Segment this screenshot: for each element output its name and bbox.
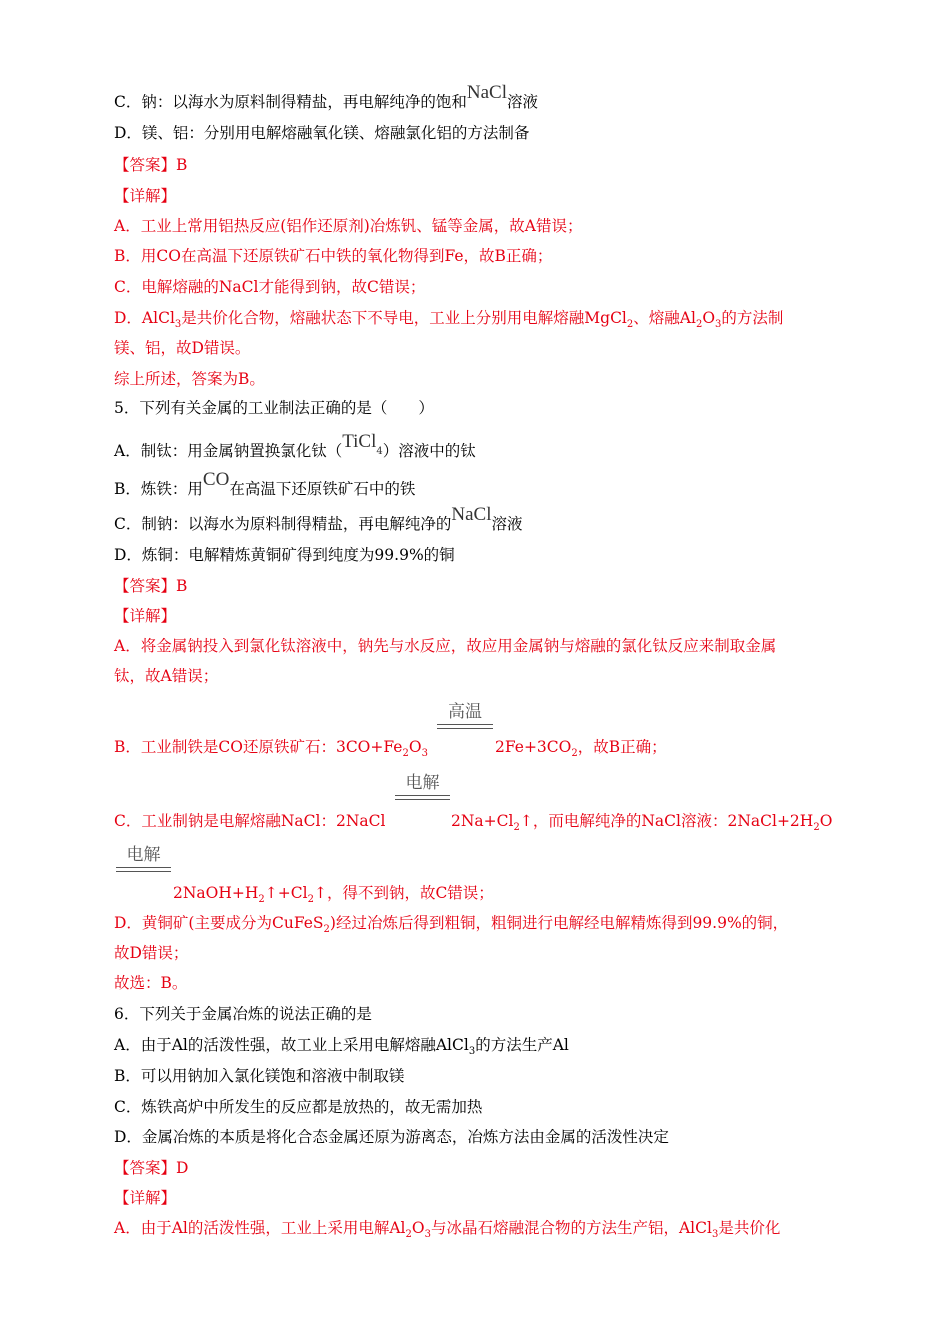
q5-option-d: D．炼铜：电解精炼黄铜矿得到纯度为99.9%的铜 — [114, 546, 455, 564]
q4-option-d: D．镁、铝：分别用电解熔融氧化镁、熔融氯化铝的方法制备 — [114, 124, 530, 142]
q6-option-d: D．金属冶炼的本质是将化合态金属还原为游离态，冶炼方法由金属的活泼性决定 — [114, 1128, 669, 1146]
q5-explain-c-products: $2Na+Cl_2↑$，而电解纯净的NaCl溶液：$2NaCl+2H_2O$ — [451, 812, 833, 834]
q6-option-b: B．可以用钠加入氯化镁饱和溶液中制取镁 — [114, 1067, 405, 1085]
q4-option-c: C．钠：以海水为原料制得精盐，再电解纯净的饱和NaCl溶液 — [114, 82, 538, 111]
q5-option-b: B．炼铁：用CO在高温下还原铁矿石中的铁 — [114, 469, 416, 498]
q5-explain-d: D．黄铜矿(主要成分为CuFeS$_2$)经过冶炼后得到粗铜，粗铜进行电解经电解精炼得到99.9%的铜， — [114, 914, 789, 936]
q5-option-a: A．制钛：用金属钠置换氯化钛（TiCl$_4$）溶液中的钛 — [114, 431, 476, 460]
q4-explain-d-cont: 镁、铝，故D错误。 — [114, 339, 251, 357]
q6-stem: 6．下列关于金属冶炼的说法正确的是 — [114, 1005, 372, 1023]
q5-detail-heading: 【详解】 — [114, 607, 177, 625]
q6-detail-heading: 【详解】 — [114, 1189, 177, 1207]
q5-answer: 【答案】B — [114, 577, 188, 595]
q5-stem: 5．下列有关金属的工业制法正确的是（ ） — [114, 399, 434, 417]
q5-explain-a-cont: 钛，故A错误； — [114, 667, 219, 685]
q6-answer: 【答案】D — [114, 1159, 189, 1177]
q4-explain-d: D．AlCl$_3$是共价化合物，熔融状态下不导电，工业上分别用电解熔融MgCl$_2$、熔融$Al_2O_3$的方法制 — [114, 309, 784, 331]
q4-detail-heading: 【详解】 — [114, 187, 177, 205]
q6-option-c: C．炼铁高炉中所发生的反应都是放热的，故无需加热 — [114, 1098, 483, 1116]
q4-explain-a: A．工业上常用铝热反应(铝作还原剂)冶炼钒、锰等金属，故A错误； — [114, 217, 583, 235]
q5-summary: 故选：B。 — [114, 974, 188, 992]
q5-explain-d-cont: 故D错误； — [114, 944, 189, 962]
q5-explain-a: A．将金属钠投入到氯化钛溶液中，钠先与水反应，故应用金属钠与熔融的氯化钛反应来制取金属 — [114, 637, 777, 655]
q5-explain-c: C．工业制钠是电解熔融NaCl：2NaCl — [114, 812, 386, 830]
reaction-condition-high-temp: 高温 — [437, 697, 493, 729]
q4-summary: 综上所述，答案为B。 — [114, 370, 265, 388]
q4-answer: 【答案】B — [114, 156, 188, 174]
q6-option-a: A．由于Al的活泼性强，故工业上采用电解熔融AlCl$_3$的方法生产Al — [114, 1036, 569, 1058]
q5-explain-b: B．工业制铁是CO还原铁矿石：$3CO+Fe_2O_3$ — [114, 738, 428, 760]
reaction-condition-electrolysis: 电解 — [395, 768, 450, 800]
q6-explain-a: A．由于Al的活泼性强，工业上采用电解$Al_2O_3$与冰晶石熔融混合物的方法生产铝，AlCl$_3$是共价化 — [114, 1219, 781, 1241]
q4-explain-c: C．电解熔融的NaCl才能得到钠，故C错误； — [114, 278, 426, 296]
q5-explain-c-cont: $2NaOH+H_2↑+Cl_2↑$，得不到钠，故C错误； — [173, 884, 494, 906]
q4-explain-b: B．用CO在高温下还原铁矿石中铁的氧化物得到Fe，故B正确； — [114, 247, 553, 265]
q5-explain-b-products: $2Fe+3CO_2$，故B正确； — [495, 738, 667, 760]
q5-option-c: C．制钠：以海水为原料制得精盐，再电解纯净的NaCl溶液 — [114, 504, 523, 533]
reaction-condition-electrolysis-2: 电解 — [116, 840, 171, 872]
